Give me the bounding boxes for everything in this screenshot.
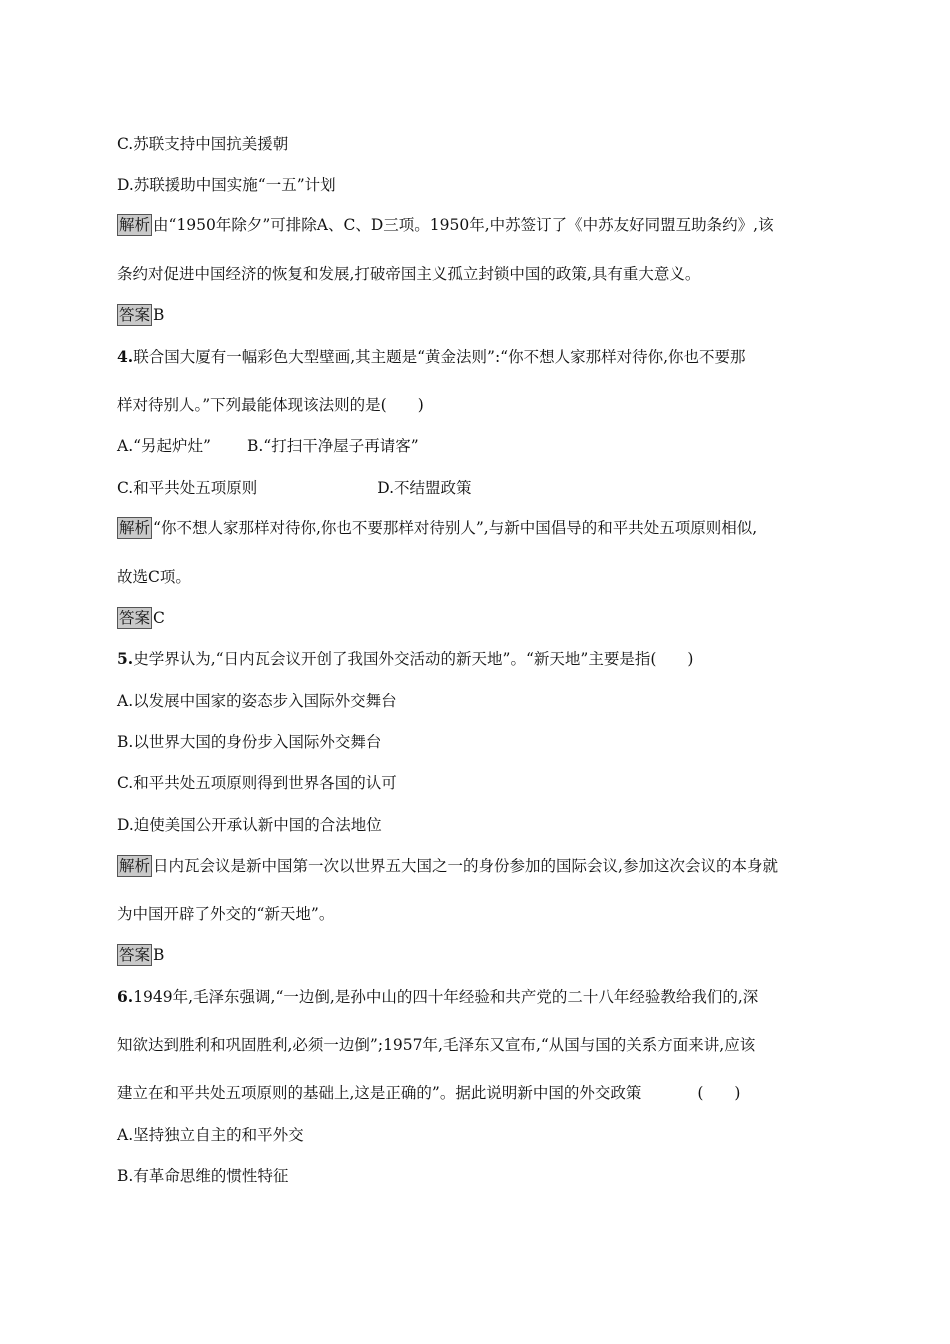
q6-answer-paren: ( ) [697, 1084, 741, 1102]
q5-stem [117, 648, 693, 670]
q4-options-cd [117, 477, 472, 499]
q4-number: 4. [117, 347, 134, 366]
q3-option-d: D.苏联援助中国实施“一五”计划 [117, 176, 336, 194]
q5-analysis-text: 日内瓦会议是新中国第一次以世界五大国之一的身份参加的国际会议,参加这次会议的本身就 [153, 857, 778, 875]
q3-answer-value: B [153, 306, 165, 324]
q6-stem-line3 [117, 1082, 740, 1104]
q4-analysis-text: “你不想人家那样对待你,你也不要那样对待别人”,与新中国倡导的和平共处五项原则相似, [153, 519, 758, 537]
q4-stem [117, 346, 746, 368]
answer-tag: 答案 [119, 609, 151, 627]
q6-stem-line2: 知欲达到胜利和巩固胜利,必须一边倒”;1957年,毛泽东又宣布,“从国与国的关系方面来讲,应该 [117, 1036, 756, 1054]
q4-option-d: D.不结盟政策 [377, 479, 472, 497]
q5-answer-value: B [153, 946, 165, 964]
q5-answer [117, 944, 164, 966]
q3-answer [117, 304, 164, 326]
answer-tag: 答案 [119, 306, 151, 324]
q3-analysis [117, 214, 774, 236]
q5-option-b: B.以世界大国的身份步入国际外交舞台 [117, 733, 382, 751]
analysis-tag: 解析 [119, 857, 151, 875]
q4-options-ab [117, 435, 419, 457]
q4-answer-value: C [153, 609, 165, 627]
q4-option-c: C.和平共处五项原则 [117, 479, 258, 497]
q6-number: 6. [117, 987, 134, 1006]
q4-option-a: A.“另起炉灶” [117, 437, 211, 455]
q5-analysis-continued: 为中国开辟了外交的“新天地”。 [117, 905, 335, 923]
q6-stem [117, 986, 758, 1008]
q4-answer [117, 607, 165, 629]
q5-number: 5. [117, 649, 134, 668]
q5-option-c: C.和平共处五项原则得到世界各国的认可 [117, 774, 397, 792]
q4-stem-text: 联合国大厦有一幅彩色大型壁画,其主题是“黄金法则”:“你不想人家那样对待你,你也不要那 [133, 348, 746, 366]
q3-analysis-text: 由“1950年除夕”可排除A、C、D三项。1950年,中苏签订了《中苏友好同盟互助条约》,该 [153, 216, 774, 234]
q4-analysis [117, 517, 757, 539]
q5-analysis [117, 855, 778, 877]
q6-stem-text: 1949年,毛泽东强调,“一边倒,是孙中山的四十年经验和共产党的二十八年经验教给我们的,深 [133, 988, 759, 1006]
q6-stem-text-3: 建立在和平共处五项原则的基础上,这是正确的”。据此说明新中国的外交政策 [117, 1084, 642, 1102]
q4-analysis-continued: 故选C项。 [117, 568, 191, 586]
q5-option-d: D.迫使美国公开承认新中国的合法地位 [117, 816, 382, 834]
q6-option-b: B.有革命思维的惯性特征 [117, 1167, 289, 1185]
q4-option-b: B.“打扫干净屋子再请客” [246, 437, 419, 455]
q6-option-a: A.坚持独立自主的和平外交 [117, 1126, 304, 1144]
answer-tag: 答案 [119, 946, 151, 964]
analysis-tag: 解析 [119, 216, 151, 234]
q3-analysis-continued: 条约对促进中国经济的恢复和发展,打破帝国主义孤立封锁中国的政策,具有重大意义。 [117, 265, 701, 283]
analysis-tag: 解析 [119, 519, 151, 537]
q4-stem-continued: 样对待别人。”下列最能体现该法则的是( ) [117, 396, 424, 414]
q5-stem-text: 史学界认为,“日内瓦会议开创了我国外交活动的新天地”。“新天地”主要是指( ) [133, 650, 694, 668]
q3-option-c: C.苏联支持中国抗美援朝 [117, 135, 289, 153]
q5-option-a: A.以发展中国家的姿态步入国际外交舞台 [117, 692, 397, 710]
